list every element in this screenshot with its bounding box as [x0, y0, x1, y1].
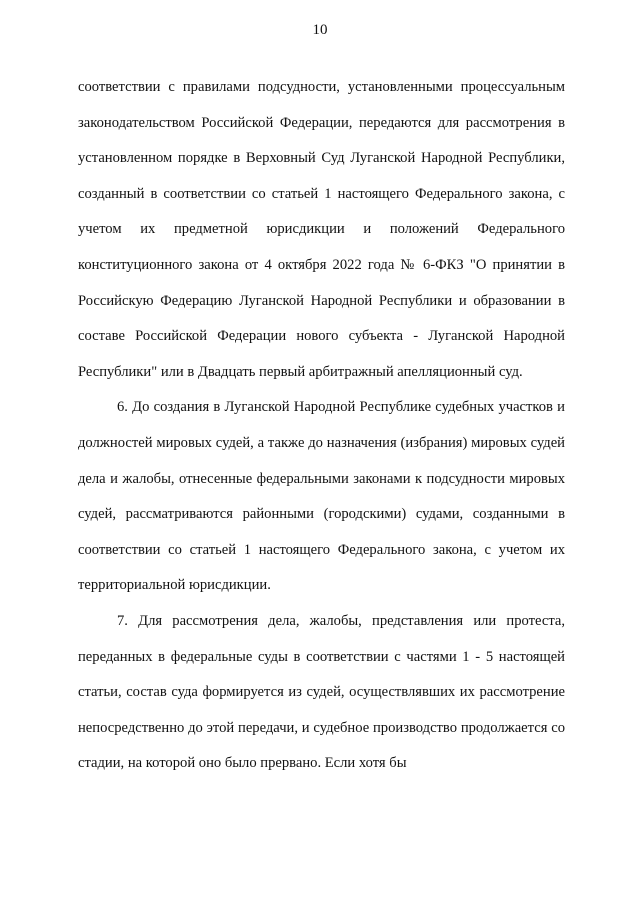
paragraph-item-7: 7. Для рассмотрения дела, жалобы, представления или протеста, переданных в федеральные суды в соответствии с частями 1 - 5 настоящей статьи, состав суда формируется из судей, осуществлявших их рассмотрение непосредственно до этой передачи, и судебное производство продолжается со стадии, на которой оно было прервано. Если хотя бы [78, 612, 565, 772]
document-body [78, 70, 565, 782]
paragraph-item-6: 6. До создания в Луганской Народной Республике судебных участков и должностей мировых судей, а также до назначения (избрания) мировых судей дела и жалобы, отнесенные федеральными законами к подсудности мировых судей, рассматриваются районными (городскими) судами, созданными в соответствии со статьей 1 настоящего Федерального закона, с учетом их территориальной юрисдикции. [78, 399, 565, 594]
page-number: 10 [312, 22, 328, 38]
paragraph-continuation: соответствии с правилами подсудности, установленными процессуальным законодательством Российской Федерации, передаются для рассмотрения в установленном порядке в Верховный Суд Луганской Народной Республики, созданный в соответствии со статьей 1 настоящего Федерального закона, с учетом их предметной юрисдикции и положений Федерального конституционного закона от 4 октября 2022 года № 6-ФКЗ "О принятии в Российскую Федерацию Луганской Народной Республики и образовании в составе Российской Федерации нового субъекта - Луганской Народной Республики" или в Двадцать первый арбитражный апелляционный суд. [78, 79, 565, 380]
